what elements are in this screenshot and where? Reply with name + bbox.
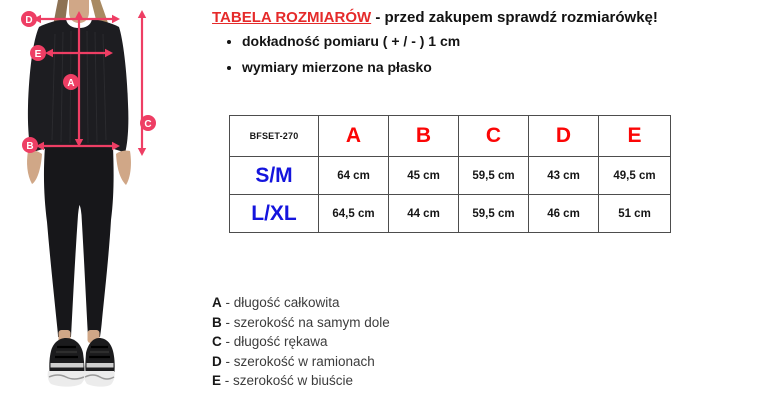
value-sm-e: 49,5 cm [599,157,671,195]
size-label-lxl: L/XL [230,195,319,233]
sneaker-right [84,338,115,387]
leggings-shape [44,146,114,337]
legend-separator: - [221,353,234,369]
legend-text-e: szerokość w biuście [233,373,354,389]
model-figure-svg [0,0,200,415]
value-lxl-c: 59,5 cm [459,195,529,233]
legend-separator: - [221,373,234,389]
column-header-b: B [389,116,459,157]
legend-text-c: długość rękawa [233,334,328,350]
column-header-a: A [319,116,389,157]
value-lxl-a: 64,5 cm [319,195,389,233]
hand-left [27,150,42,184]
size-table-header-row [230,116,671,157]
measurement-notes [216,31,460,83]
legend-letter-c: C [212,334,222,350]
legend-separator: - [221,334,234,350]
column-header-d: D [529,116,599,157]
size-table [229,115,671,233]
legend-letter-d: D [212,353,222,369]
marker-letter-e: E [34,48,42,60]
column-header-c: C [459,116,529,157]
marker-letter-a: A [67,77,75,89]
size-label-sm: S/M [230,157,319,195]
marker-letter-c: C [144,118,152,130]
legend-item-d [212,352,390,372]
size-table-title: TABELA ROZMIARÓW [212,9,372,26]
legend-separator: - [221,314,234,330]
table-row-sm [230,157,671,195]
table-row-lxl [230,195,671,233]
value-lxl-d: 46 cm [529,195,599,233]
size-table-subtitle: - przed zakupem sprawdź rozmiarówkę! [375,9,658,26]
hand-right [116,151,131,185]
page-title [212,8,752,27]
value-sm-a: 64 cm [319,157,389,195]
legend-text-a: długość całkowita [233,295,340,310]
marker-letter-d: D [25,14,33,26]
value-sm-c: 59,5 cm [459,157,529,195]
note-flat-measure: • wymiary mierzone na płasko [242,57,460,77]
column-header-e: E [599,116,671,157]
marker-letter-b: B [26,140,34,152]
product-code: BFSET-270 [230,116,319,157]
legend-text-d: szerokość w ramionach [233,353,375,369]
measurement-legend [212,293,390,391]
legend-item-a [212,293,390,313]
legend-separator: - [221,295,234,310]
value-lxl-e: 51 cm [599,195,671,233]
value-sm-d: 43 cm [529,157,599,195]
value-lxl-b: 44 cm [389,195,459,233]
legend-item-b [212,313,390,333]
note-accuracy: • dokładność pomiaru ( + / - ) 1 cm [242,31,460,51]
legend-text-b: szerokość na samym dole [233,314,390,330]
model-measurement-figure [0,0,200,415]
legend-letter-b: B [212,314,222,330]
legend-letter-e: E [212,373,222,389]
sneaker-left [48,338,86,387]
legend-letter-a: A [212,295,222,310]
legend-item-c [212,332,390,352]
legend-item-e [212,371,390,391]
value-sm-b: 45 cm [389,157,459,195]
